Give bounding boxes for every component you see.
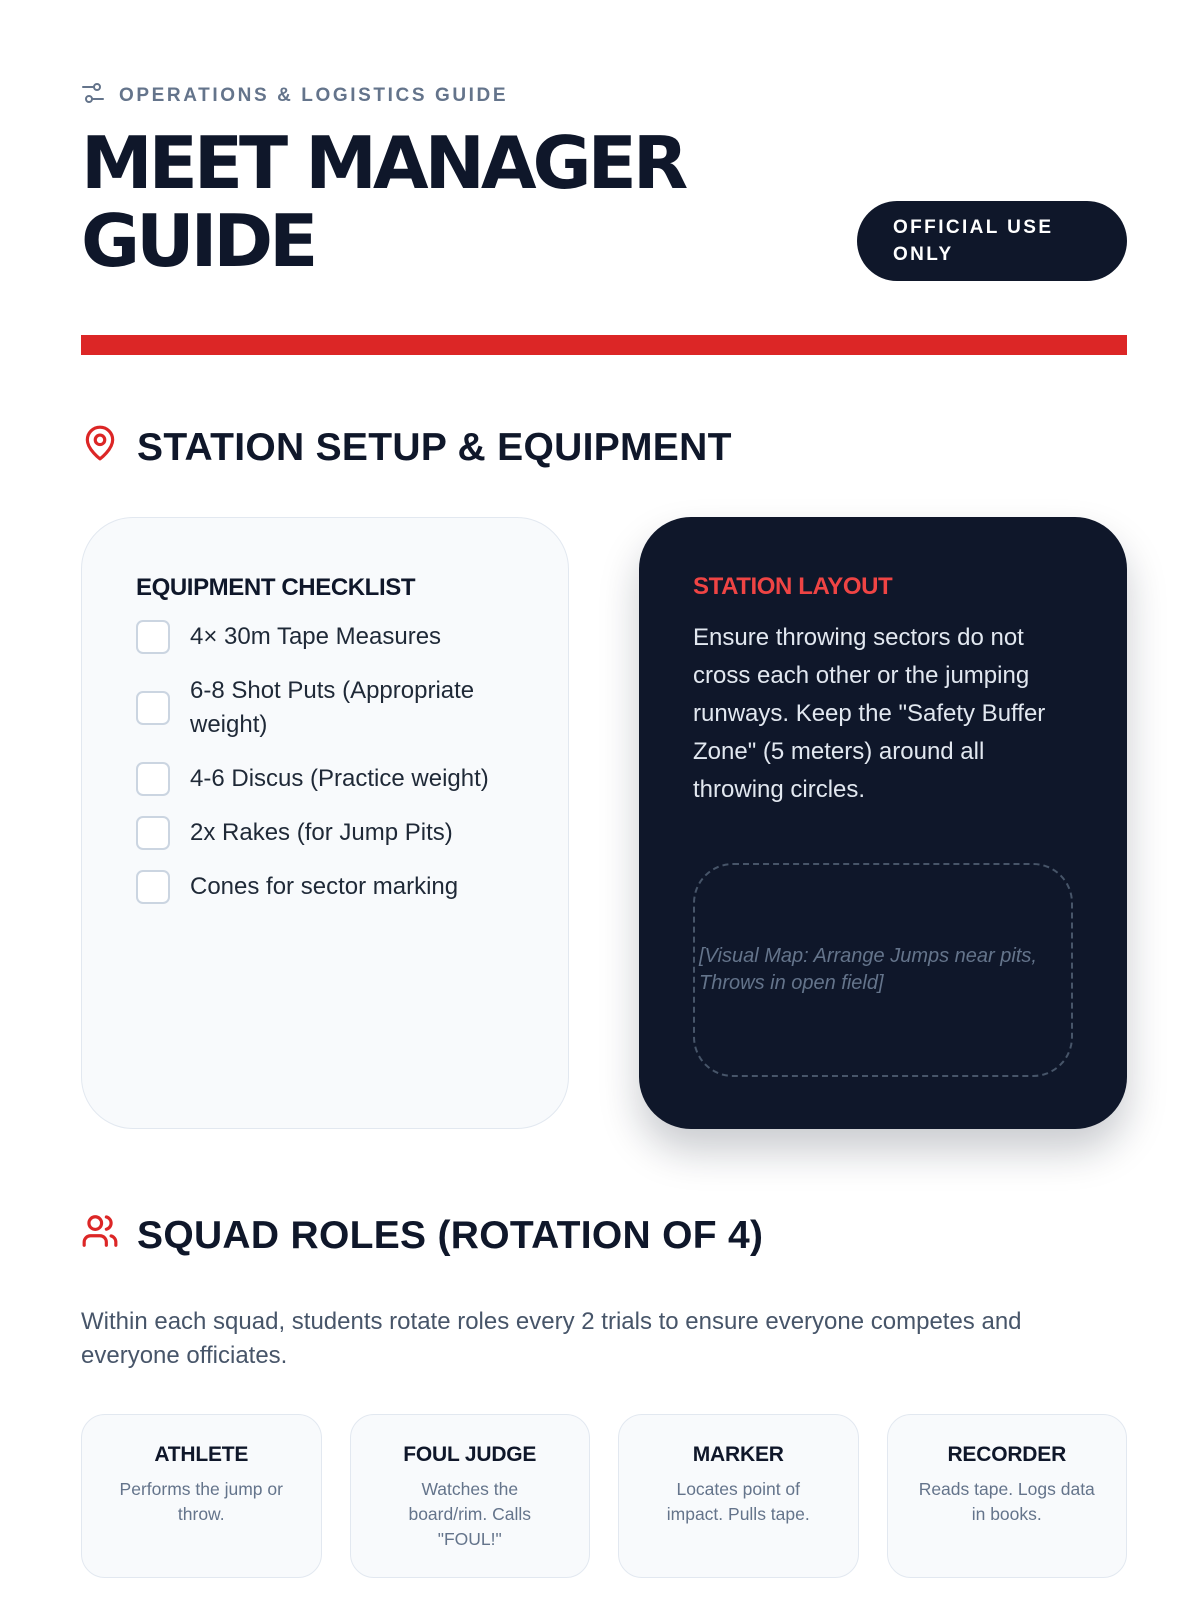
section-heading-squad: [81, 1212, 763, 1260]
role-card-foul-judge: [350, 1414, 591, 1578]
header-divider: [81, 335, 1127, 355]
equipment-checklist: [136, 620, 514, 904]
layout-title: STATION LAYOUT: [693, 573, 893, 600]
eyebrow: [81, 81, 508, 111]
roles-grid: [81, 1414, 1127, 1578]
role-title: ATHLETE: [154, 1443, 249, 1466]
sliders-icon: [81, 81, 105, 111]
role-title: FOUL JUDGE: [403, 1443, 537, 1466]
page-title: MEET MANAGER GUIDE: [81, 121, 685, 283]
squad-intro: Within each squad, students rotate roles every 2 trials to ensure everyone competes and everyone officiates.: [81, 1308, 1022, 1369]
checklist-item-label: 4× 30m Tape Measures: [190, 623, 442, 650]
eyebrow-text: OPERATIONS & LOGISTICS GUIDE: [119, 85, 509, 106]
role-title: RECORDER: [947, 1443, 1067, 1466]
station-layout-card: [639, 517, 1127, 1129]
checklist-item: [136, 620, 514, 654]
visual-map-placeholder: [693, 863, 1073, 1077]
users-icon: [81, 1212, 119, 1260]
role-card-recorder: [887, 1414, 1128, 1578]
checklist-item: [136, 816, 514, 850]
checklist-item: [136, 674, 514, 742]
map-placeholder-text: [Visual Map: Arrange Jumps near pits, Throws in open field]: [699, 945, 1037, 994]
checklist-item-label: 4-6 Discus (Practice weight): [190, 765, 489, 792]
checklist-title: EQUIPMENT CHECKLIST: [136, 574, 416, 601]
checklist-item-label: 2x Rakes (for Jump Pits): [190, 819, 453, 846]
role-card-athlete: [81, 1414, 322, 1578]
layout-description: Ensure throwing sectors do not cross each other or the jumping runways. Keep the "Safety Buffer Zone" (5 meters) around all throwing circles.: [693, 624, 1046, 803]
role-description: Reads tape. Logs data in books.: [918, 1479, 1095, 1524]
checkbox[interactable]: [136, 620, 170, 654]
section-heading-station: [81, 424, 732, 472]
checklist-item-label: 6-8 Shot Puts (Appropriate weight): [190, 677, 475, 738]
official-use-badge: OFFICIAL USE ONLY: [857, 201, 1127, 281]
role-card-marker: [618, 1414, 859, 1578]
role-description: Locates point of impact. Pulls tape.: [666, 1479, 810, 1524]
role-description: Watches the board/rim. Calls "FOUL!": [408, 1479, 532, 1549]
role-description: Performs the jump or throw.: [119, 1479, 283, 1524]
checkbox[interactable]: [136, 816, 170, 850]
section-heading-text: STATION SETUP & EQUIPMENT: [137, 426, 732, 469]
checklist-item-label: Cones for sector marking: [190, 873, 459, 900]
checkbox[interactable]: [136, 870, 170, 904]
checkbox[interactable]: [136, 691, 170, 725]
checklist-item: [136, 762, 514, 796]
map-pin-icon: [81, 424, 119, 472]
section-heading-text: SQUAD ROLES (ROTATION OF 4): [137, 1214, 764, 1257]
checkbox[interactable]: [136, 762, 170, 796]
role-title: MARKER: [692, 1443, 784, 1466]
checklist-item: [136, 870, 514, 904]
equipment-checklist-card: [81, 517, 569, 1129]
